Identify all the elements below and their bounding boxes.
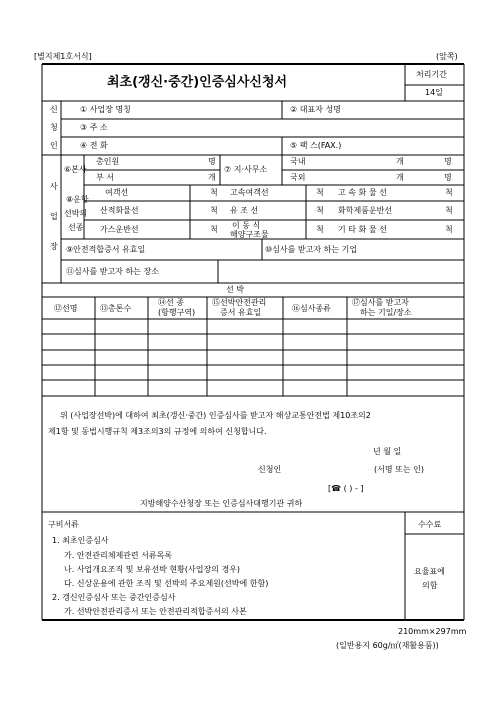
col-tonnage: ⑬총톤수 xyxy=(100,304,132,313)
overseas-person-unit: 명 xyxy=(444,173,452,182)
paper-type: (일반용지 60g/㎡(재활용품)) xyxy=(336,641,439,650)
desired-org-label: ⑩심사를 받고자 하는 기업 xyxy=(265,245,358,254)
business-group-1: 사 xyxy=(50,182,58,191)
ship-type-unit: 척 xyxy=(316,206,324,215)
col-safety-cert: ⑮선박안전관리 xyxy=(212,298,267,307)
branch-label: ⑦ 지·사무소 xyxy=(224,165,268,174)
overseas-label: 국외 xyxy=(290,173,306,182)
dept-unit: 개 xyxy=(208,173,216,182)
paper-size: 210mm×297mm xyxy=(398,627,467,636)
ship-type-unit: 척 xyxy=(445,206,453,215)
applicant-label: 신청인 xyxy=(258,465,282,474)
applicant-group-3: 인 xyxy=(50,141,58,150)
ships-section-title: 선 박 xyxy=(226,285,244,294)
docs-item-4: 다. 신상운용에 관한 조직 및 선박의 주요제원(선박에 한함) xyxy=(64,579,269,588)
page-side-label: (앞쪽) xyxy=(436,52,458,61)
ship-type-unit: 척 xyxy=(316,188,324,197)
ship-type-fast-passenger: 고속여객선 xyxy=(230,188,269,197)
ships-label-2: 선박의 xyxy=(64,209,88,218)
col-navigation-area: (항행구역) xyxy=(158,308,196,317)
fee-value-1: 요율표에 xyxy=(414,567,445,576)
processing-period-value: 14일 xyxy=(425,88,443,97)
processing-period-label: 처리기간 xyxy=(416,70,447,79)
ship-type-unit: 척 xyxy=(445,225,453,234)
ship-type-unit: 척 xyxy=(210,206,218,215)
domestic-label: 국내 xyxy=(290,157,306,166)
ship-type-unit: 척 xyxy=(445,188,453,197)
docs-item-6: 가. 선박안전관리증서 또는 안전관리적합증서의 사본 xyxy=(64,607,247,616)
declaration-line-2: 제1항 및 동법시행규칙 제3조의3의 규정에 의하여 신청합니다. xyxy=(48,427,267,436)
col-ship-name: ⑫선명 xyxy=(54,304,78,313)
ship-type-offshore: 해양구조물 xyxy=(230,230,269,239)
head-office-label: ⑥본사 xyxy=(64,165,87,174)
overseas-unit: 개 xyxy=(396,173,404,182)
representative-label: ② 대표자 성명 xyxy=(290,105,341,114)
docs-title: 구비서류 xyxy=(48,520,79,529)
cert-valid-label: ⑨안전적합증서 유효일 xyxy=(66,245,146,254)
fee-value-2: 의함 xyxy=(422,581,438,590)
col-audit-type: ⑯심사종류 xyxy=(292,304,331,313)
docs-item-1: 1. 최초인증심사 xyxy=(52,536,109,545)
domestic-person-unit: 명 xyxy=(444,157,452,166)
staff-unit: 명 xyxy=(208,157,216,166)
ship-type-bulk: 산적화물선 xyxy=(100,206,139,215)
telephone-line: [☎ ( ) - ] xyxy=(328,484,364,493)
col-desired-date: ⑰심사를 받고자 xyxy=(352,298,409,307)
ship-type-unit: 척 xyxy=(210,188,218,197)
docs-item-2: 가. 안전관리체제관련 서류목록 xyxy=(64,551,173,560)
ship-type-chemical: 화학제품운반선 xyxy=(338,206,393,215)
ship-type-fast-cargo: 고 속 화 물 선 xyxy=(338,188,387,197)
ship-type-unit: 척 xyxy=(316,225,324,234)
applicant-group-2: 청 xyxy=(50,123,58,132)
ship-type-other: 기 타 화 물 선 xyxy=(338,225,387,234)
domestic-unit: 개 xyxy=(396,157,404,166)
place-label: ⑪심사를 받고자 하는 장소 xyxy=(66,267,159,276)
docs-item-5: 2. 갱신인증심사 또는 중간인증심사 xyxy=(52,593,176,602)
recipient-line: 지방해양수산청장 또는 인증심사대행기관 귀하 xyxy=(140,499,303,508)
col-desired-place: 하는 기일/장소 xyxy=(360,308,412,317)
col-safety-cert-valid: 증서 유효일 xyxy=(220,308,262,317)
date-line: 년 월 일 xyxy=(373,447,402,456)
ship-type-tanker: 유 조 선 xyxy=(230,206,259,215)
ship-type-mobile: 이 동 식 xyxy=(232,221,261,230)
ship-type-unit: 척 xyxy=(210,225,218,234)
ship-type-gas: 가스운반선 xyxy=(100,225,139,234)
form-number: [별지제1호서식] xyxy=(34,52,92,61)
address-label: ③ 주 소 xyxy=(80,123,108,132)
business-group-3: 장 xyxy=(50,242,58,251)
fax-label: ⑤ 팩 스(FAX.) xyxy=(290,141,342,150)
ships-label-3: 선종 xyxy=(68,223,84,232)
form-title: 최초(갱신·중간)인증심사신청서 xyxy=(107,75,288,90)
ship-type-passenger: 여객선 xyxy=(105,188,129,197)
staff-label: 총인원 xyxy=(96,157,120,166)
applicant-group-1: 신 xyxy=(50,105,58,114)
business-group-2: 업 xyxy=(50,212,58,221)
col-ship-type: ⑭선 종 xyxy=(158,298,184,307)
dept-label: 부 서 xyxy=(96,173,114,182)
phone-label: ④ 전 화 xyxy=(80,141,108,150)
fee-label: 수수료 xyxy=(418,520,442,529)
docs-item-3: 나. 사업개요조직 및 보유선박 현황(사업장의 경우) xyxy=(64,565,241,574)
business-name-label: ① 사업장 명칭 xyxy=(80,105,131,114)
ships-label-1: ⑧운항 xyxy=(66,195,89,204)
signature-label: (서명 또는 인) xyxy=(374,465,424,474)
declaration-line-1: 위 (사업장선박)에 대하여 최초(갱신·중간) 인증심사를 받고자 해상교통안전법 제10조의2 xyxy=(60,411,371,420)
